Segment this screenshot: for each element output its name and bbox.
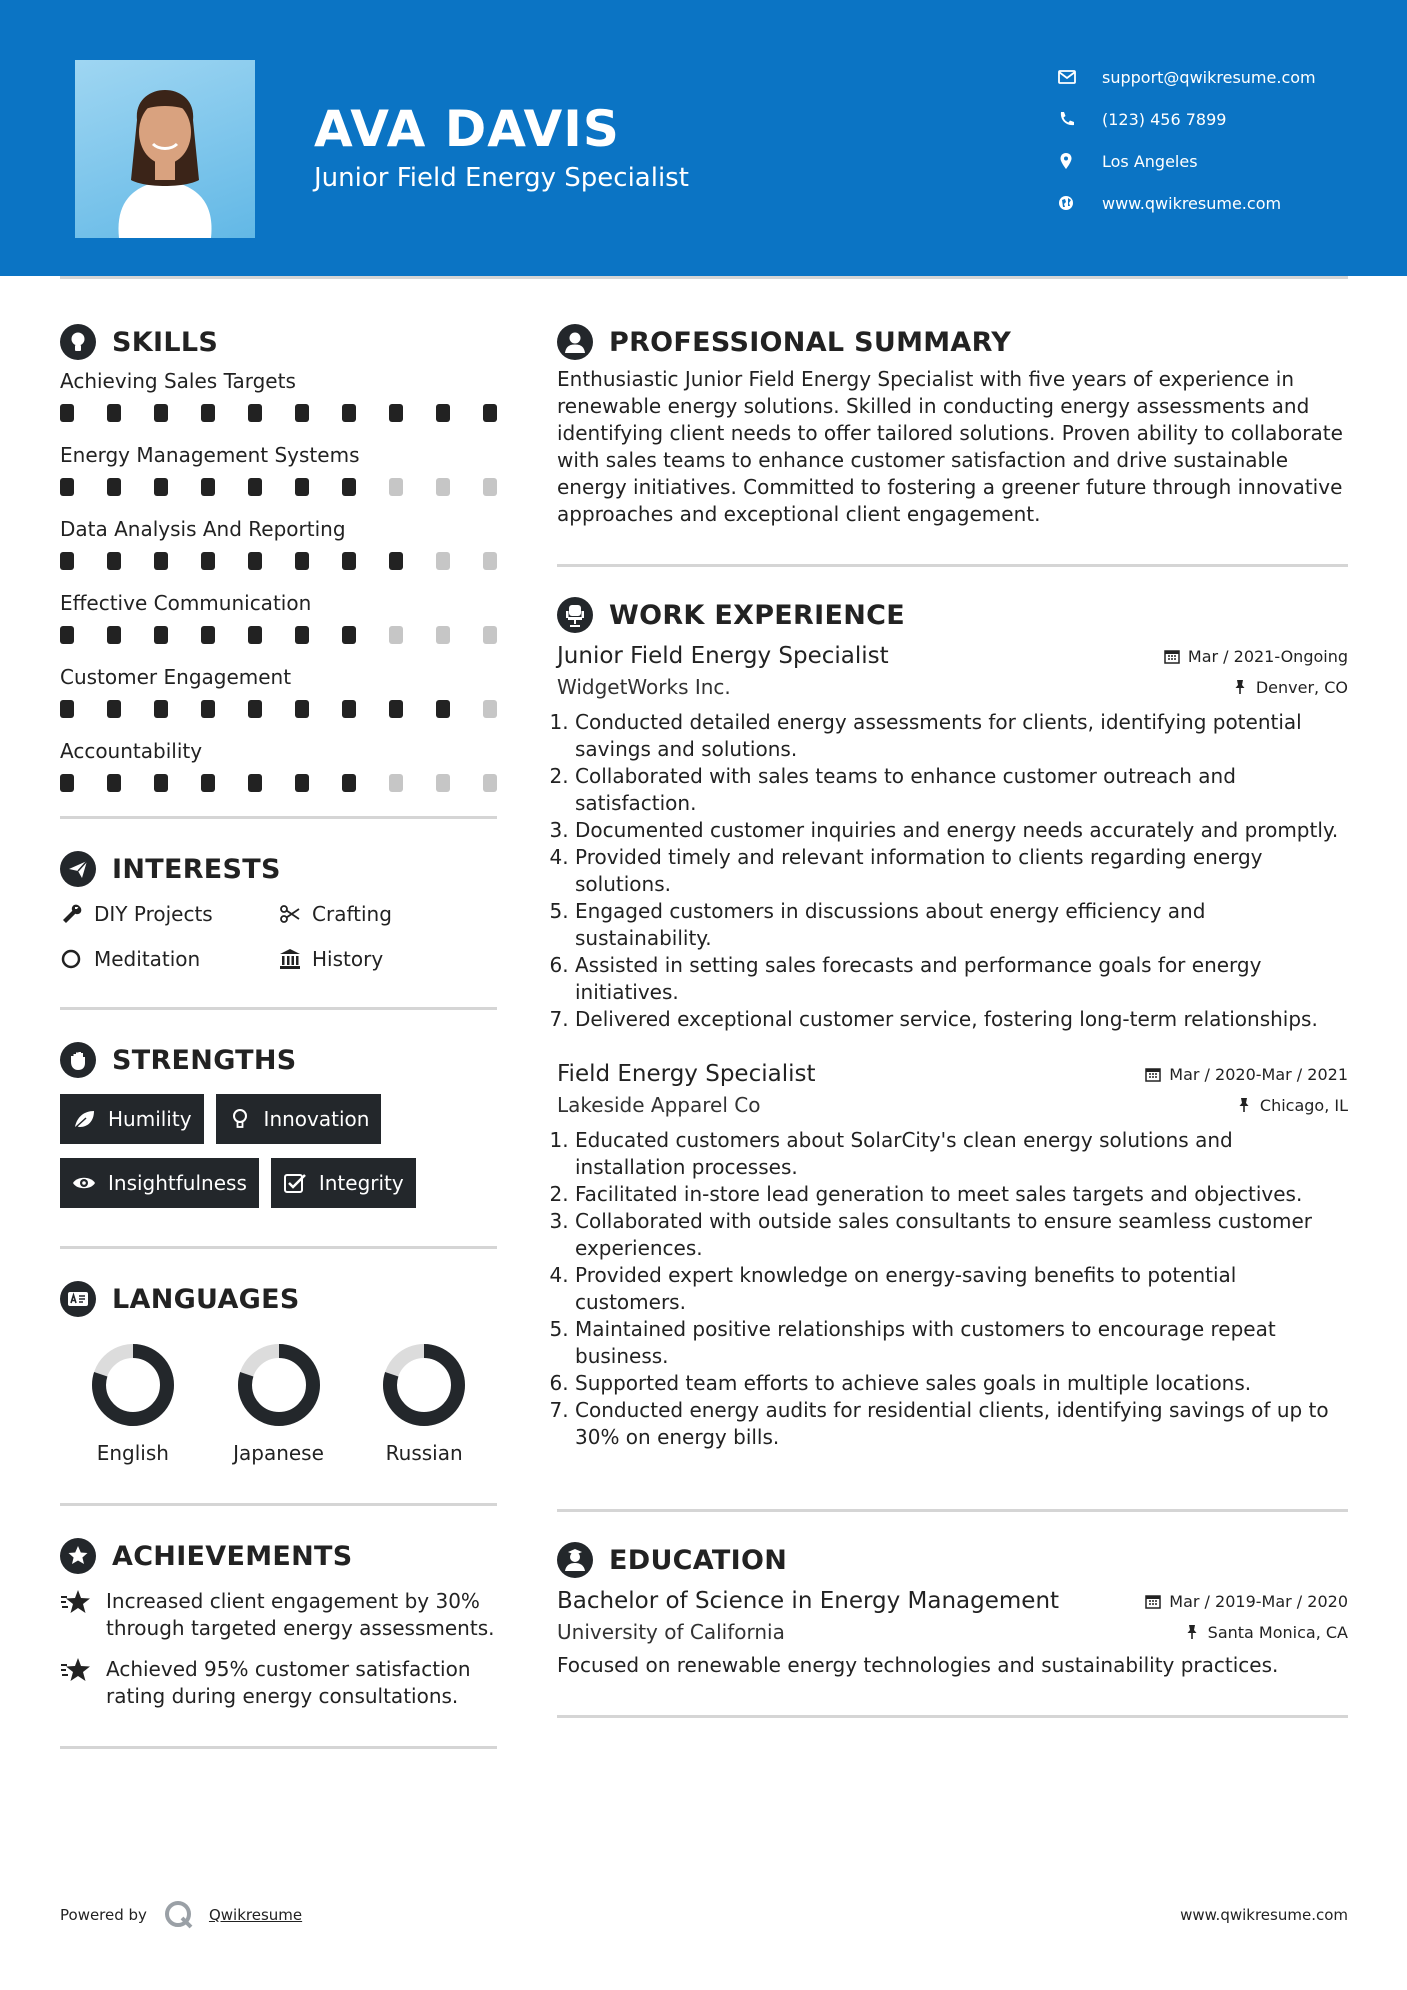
circle-icon xyxy=(60,947,84,971)
pushpin-icon xyxy=(1232,679,1248,695)
responsibility-item: 7. Conducted energy audits for residential clients, identifying savings of up to 30% on energy bills. xyxy=(575,1397,1348,1451)
language-donut xyxy=(237,1343,321,1427)
calendar-icon xyxy=(1145,1593,1161,1609)
leaf-icon xyxy=(72,1107,96,1131)
rating-dot-filled xyxy=(389,552,403,570)
strength-label: Integrity xyxy=(318,1171,404,1195)
pushpin-icon xyxy=(1236,1097,1252,1113)
skill-item xyxy=(60,736,497,810)
skill-name: Data Analysis And Reporting xyxy=(60,517,346,541)
skill-rating xyxy=(60,470,497,514)
interest-item xyxy=(278,944,496,973)
company-name: WidgetWorks Inc. xyxy=(557,675,731,699)
rating-dot-filled xyxy=(201,626,215,644)
rating-dot-filled xyxy=(201,478,215,496)
eye-icon xyxy=(72,1171,96,1195)
language-item xyxy=(206,1343,352,1465)
rating-dot-empty xyxy=(483,552,497,570)
contact-website-text: www.qwikresume.com xyxy=(1102,193,1282,213)
contact-email[interactable] xyxy=(1056,56,1376,98)
achievement-item xyxy=(60,1588,497,1642)
calendar-icon xyxy=(1164,648,1180,664)
rating-dot-empty xyxy=(436,552,450,570)
section-divider xyxy=(60,1503,497,1506)
languages-list xyxy=(60,1343,497,1465)
strength-label: Innovation xyxy=(263,1107,370,1131)
strength-label: Insightfulness xyxy=(108,1171,247,1195)
interests-heading xyxy=(60,849,497,889)
section-divider xyxy=(60,1746,497,1749)
rating-dot-filled xyxy=(201,404,215,422)
responsibilities-list xyxy=(557,1127,1348,1451)
responsibility-item: 1. Conducted detailed energy assessments for clients, identifying potential savings and solutions. xyxy=(575,709,1348,763)
strengths-title: STRENGTHS xyxy=(112,1044,297,1076)
star-badge-icon xyxy=(60,1538,96,1574)
achievement-item xyxy=(60,1656,497,1710)
rating-dot-empty xyxy=(436,478,450,496)
job-dates xyxy=(1145,1065,1348,1084)
scissors-icon xyxy=(278,902,302,926)
paper-plane-icon xyxy=(60,851,96,887)
rating-dot-filled xyxy=(107,404,121,422)
responsibility-item: 5. Engaged customers in discussions about energy efficiency and sustainability. xyxy=(575,898,1348,952)
education-dates xyxy=(1145,1592,1348,1611)
rating-dot-filled xyxy=(248,774,262,792)
skill-rating xyxy=(60,766,497,810)
rating-dot-filled xyxy=(248,404,262,422)
languages-title: LANGUAGES xyxy=(112,1283,300,1315)
language-name: English xyxy=(96,1441,169,1465)
rating-dot-empty xyxy=(483,774,497,792)
summary-title: PROFESSIONAL SUMMARY xyxy=(609,326,1012,358)
rating-dot-filled xyxy=(60,700,74,718)
rating-dot-filled xyxy=(248,552,262,570)
section-divider xyxy=(557,1715,1348,1718)
star-icon xyxy=(60,1588,92,1616)
lightbulb-icon xyxy=(60,324,96,360)
rating-dot-filled xyxy=(295,404,309,422)
skill-name: Energy Management Systems xyxy=(60,443,360,467)
strengths-heading xyxy=(60,1040,497,1080)
envelope-icon xyxy=(1056,68,1080,86)
skill-item xyxy=(60,662,497,736)
skill-item xyxy=(60,514,497,588)
strength-tag xyxy=(60,1158,259,1208)
degree-title: Bachelor of Science in Energy Management xyxy=(557,1588,1060,1614)
responsibility-item: 6. Supported team efforts to achieve sales goals in multiple locations. xyxy=(575,1370,1348,1397)
achievement-text: Increased client engagement by 30% through targeted energy assessments. xyxy=(106,1589,495,1640)
interest-item xyxy=(60,944,278,973)
rating-dot-filled xyxy=(295,626,309,644)
interests-title: INTERESTS xyxy=(112,853,281,885)
job-location xyxy=(1232,678,1348,697)
language-donut xyxy=(382,1343,466,1427)
rating-dot-filled xyxy=(107,700,121,718)
contact-phone[interactable] xyxy=(1056,98,1376,140)
rating-dot-filled xyxy=(342,626,356,644)
contact-email-text: support@qwikresume.com xyxy=(1102,67,1316,87)
rating-dot-filled xyxy=(60,404,74,422)
rating-dot-empty xyxy=(483,478,497,496)
responsibility-item: 1. Educated customers about SolarCity's clean energy solutions and installation processes. xyxy=(575,1127,1348,1181)
contact-location xyxy=(1056,140,1376,182)
star-icon xyxy=(60,1656,92,1684)
company-name: Lakeside Apparel Co xyxy=(557,1093,761,1117)
footer-url[interactable]: www.qwikresume.com xyxy=(1180,1906,1348,1924)
skill-name: Achieving Sales Targets xyxy=(60,369,296,393)
education-description: Focused on renewable energy technologies and sustainability practices. xyxy=(557,1653,1279,1677)
contact-list xyxy=(1056,56,1376,224)
interest-item xyxy=(278,899,496,928)
user-icon xyxy=(557,324,593,360)
language-item xyxy=(60,1343,206,1465)
rating-dot-filled xyxy=(248,626,262,644)
rating-dot-filled xyxy=(295,700,309,718)
interests-list xyxy=(60,899,497,973)
right-column xyxy=(557,322,1348,1718)
rating-dot-filled xyxy=(389,700,403,718)
education-location xyxy=(1184,1623,1348,1642)
responsibility-item: 6. Assisted in setting sales forecasts and performance goals for energy initiatives. xyxy=(575,952,1348,1006)
language-donut xyxy=(91,1343,175,1427)
rating-dot-filled xyxy=(154,552,168,570)
rating-dot-empty xyxy=(389,626,403,644)
job-dates-text: Mar / 2021-Ongoing xyxy=(1187,646,1348,666)
summary-text: Enthusiastic Junior Field Energy Specialist with five years of experience in renewable energy solutions. Skilled in conducting energy assessments and identifying client needs to offer tailored solutions. Proven ability to collaborate with sales teams to enhance customer satisfaction and drive sustainable energy initiatives. Committed to fostering a greener future through innovative approaches and exceptional client engagement. xyxy=(557,367,1343,526)
languages-heading xyxy=(60,1279,497,1319)
language-card-icon xyxy=(60,1281,96,1317)
calendar-icon xyxy=(1145,1066,1161,1082)
achievements-heading xyxy=(60,1536,497,1576)
education-dates-text: Mar / 2019-Mar / 2020 xyxy=(1169,1591,1348,1611)
rating-dot-filled xyxy=(60,626,74,644)
graduate-icon xyxy=(557,1542,593,1578)
responsibility-item: 2. Collaborated with sales teams to enhance customer outreach and satisfaction. xyxy=(575,763,1348,817)
section-divider xyxy=(60,1246,497,1249)
responsibilities-list xyxy=(557,709,1348,1033)
strength-tag xyxy=(60,1094,204,1144)
section-divider xyxy=(557,564,1348,567)
section-divider xyxy=(60,816,497,819)
museum-icon xyxy=(278,947,302,971)
responsibility-item: 7. Delivered exceptional customer service, fostering long-term relationships. xyxy=(575,1006,1348,1033)
office-chair-icon xyxy=(557,597,593,633)
education-entry xyxy=(557,1588,1348,1679)
rating-dot-filled xyxy=(342,774,356,792)
language-name: Russian xyxy=(385,1441,463,1465)
rating-dot-empty xyxy=(436,774,450,792)
rating-dot-filled xyxy=(342,404,356,422)
rating-dot-filled xyxy=(342,700,356,718)
wrench-icon xyxy=(60,902,84,926)
skills-heading xyxy=(60,322,497,362)
rating-dot-filled xyxy=(107,774,121,792)
rating-dot-filled xyxy=(154,700,168,718)
skill-name: Customer Engagement xyxy=(60,665,292,689)
candidate-name: AVA DAVIS xyxy=(314,100,620,158)
section-divider xyxy=(557,1509,1348,1512)
skill-rating xyxy=(60,544,497,588)
achievements-title: ACHIEVEMENTS xyxy=(112,1540,353,1572)
interest-item xyxy=(60,899,278,928)
skill-name: Effective Communication xyxy=(60,591,312,615)
skills-title: SKILLS xyxy=(112,326,219,358)
rating-dot-empty xyxy=(389,478,403,496)
work-title: WORK EXPERIENCE xyxy=(609,599,905,631)
resume-header xyxy=(0,0,1407,276)
job-location xyxy=(1236,1096,1348,1115)
pushpin-icon xyxy=(1184,1624,1200,1640)
rating-dot-filled xyxy=(154,626,168,644)
interest-label: Meditation xyxy=(94,946,201,971)
skill-item xyxy=(60,440,497,514)
strength-tag xyxy=(271,1158,416,1208)
education-location-text: Santa Monica, CA xyxy=(1207,1622,1348,1642)
interest-label: Crafting xyxy=(312,901,392,926)
responsibility-item: 3. Documented customer inquiries and energy needs accurately and promptly. xyxy=(575,817,1348,844)
skill-item xyxy=(60,588,497,662)
skill-rating xyxy=(60,692,497,736)
rating-dot-filled xyxy=(436,700,450,718)
skill-item xyxy=(60,366,497,440)
skill-name: Accountability xyxy=(60,739,203,763)
responsibility-item: 5. Maintained positive relationships with customers to encourage repeat business. xyxy=(575,1316,1348,1370)
rating-dot-filled xyxy=(107,626,121,644)
section-divider xyxy=(60,1007,497,1010)
globe-icon xyxy=(1056,194,1080,212)
checkbox-icon xyxy=(283,1171,307,1195)
rating-dot-filled xyxy=(295,552,309,570)
language-item xyxy=(351,1343,497,1465)
profile-photo xyxy=(75,60,255,238)
job-location-text: Chicago, IL xyxy=(1259,1095,1348,1115)
contact-phone-text: (123) 456 7899 xyxy=(1102,109,1227,129)
rating-dot-empty xyxy=(483,700,497,718)
rating-dot-filled xyxy=(342,552,356,570)
responsibility-item: 2. Facilitated in-store lead generation to meet sales targets and objectives. xyxy=(575,1181,1348,1208)
qwikresume-link[interactable]: Qwikresume xyxy=(208,1906,303,1924)
powered-by xyxy=(60,1899,302,1931)
rating-dot-filled xyxy=(248,700,262,718)
page-footer xyxy=(60,1897,1348,1933)
strengths-list xyxy=(60,1094,497,1208)
rating-dot-filled xyxy=(342,478,356,496)
contact-location-text: Los Angeles xyxy=(1102,151,1198,171)
job-dates-text: Mar / 2020-Mar / 2021 xyxy=(1169,1064,1348,1084)
rating-dot-filled xyxy=(154,774,168,792)
summary-heading xyxy=(557,322,1348,362)
location-pin-icon xyxy=(1056,152,1080,170)
rating-dot-filled xyxy=(295,478,309,496)
header-divider xyxy=(60,276,1348,279)
rating-dot-empty xyxy=(436,626,450,644)
skill-rating xyxy=(60,396,497,440)
qwikresume-logo-icon xyxy=(163,1899,195,1931)
rating-dot-filled xyxy=(201,774,215,792)
raised-fist-icon xyxy=(60,1042,96,1078)
rating-dot-filled xyxy=(107,478,121,496)
job-title: Field Energy Specialist xyxy=(557,1061,816,1087)
work-heading xyxy=(557,595,1348,635)
contact-website[interactable] xyxy=(1056,182,1376,224)
strength-label: Humility xyxy=(108,1107,192,1131)
rating-dot-filled xyxy=(154,404,168,422)
rating-dot-filled xyxy=(154,478,168,496)
interest-label: DIY Projects xyxy=(94,901,213,926)
rating-dot-filled xyxy=(107,552,121,570)
rating-dot-filled xyxy=(201,552,215,570)
rating-dot-filled xyxy=(436,404,450,422)
rating-dot-filled xyxy=(295,774,309,792)
education-heading xyxy=(557,1540,1348,1580)
rating-dot-empty xyxy=(483,626,497,644)
school-name: University of California xyxy=(557,1620,785,1644)
achievements-list xyxy=(60,1588,497,1710)
powered-by-text: Powered by xyxy=(60,1906,147,1924)
job-entry xyxy=(557,1061,1348,1451)
skill-rating xyxy=(60,618,497,662)
job-entry xyxy=(557,643,1348,1033)
rating-dot-filled xyxy=(248,478,262,496)
rating-dot-filled xyxy=(60,552,74,570)
job-location-text: Denver, CO xyxy=(1255,677,1348,697)
rating-dot-filled xyxy=(201,700,215,718)
responsibility-item: 4. Provided expert knowledge on energy-saving benefits to potential customers. xyxy=(575,1262,1348,1316)
interest-label: History xyxy=(312,946,384,971)
strength-tag xyxy=(216,1094,382,1144)
rating-dot-filled xyxy=(483,404,497,422)
rating-dot-filled xyxy=(60,478,74,496)
rating-dot-filled xyxy=(60,774,74,792)
candidate-title: Junior Field Energy Specialist xyxy=(314,163,689,193)
rating-dot-empty xyxy=(389,774,403,792)
job-title: Junior Field Energy Specialist xyxy=(557,643,889,669)
education-title: EDUCATION xyxy=(609,1544,788,1576)
phone-icon xyxy=(1056,110,1080,128)
responsibility-item: 3. Collaborated with outside sales consultants to ensure seamless customer experiences. xyxy=(575,1208,1348,1262)
language-name: Japanese xyxy=(233,1441,324,1465)
skills-list xyxy=(60,366,497,810)
rating-dot-filled xyxy=(389,404,403,422)
achievement-text: Achieved 95% customer satisfaction rating during energy consultations. xyxy=(106,1657,471,1708)
lightbulb-icon xyxy=(228,1107,252,1131)
responsibility-item: 4. Provided timely and relevant information to clients regarding energy solutions. xyxy=(575,844,1348,898)
job-dates xyxy=(1164,647,1348,666)
left-column xyxy=(60,322,497,1749)
